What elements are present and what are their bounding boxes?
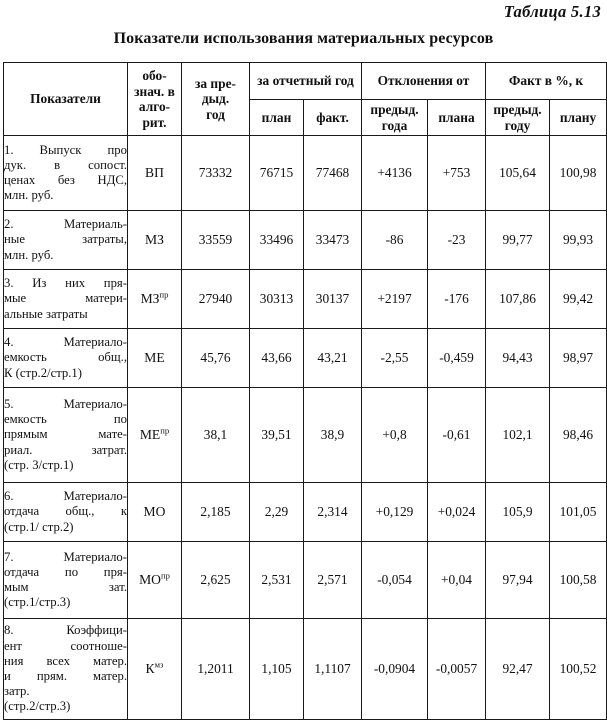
row-symbol <box>128 329 182 388</box>
indicator-line: ент соотноше- <box>4 638 127 653</box>
row-dev-prev-year: -2,55 <box>362 329 428 388</box>
column-header-dev-plan: плана <box>428 100 486 136</box>
row-plan: 2,531 <box>250 542 304 619</box>
indicator-line: 1. Выпуск про <box>4 142 127 157</box>
pct-prev-line-2: году <box>504 117 531 133</box>
row-pct-plan: 100,52 <box>550 619 607 720</box>
symbol-base: ВП <box>145 165 164 180</box>
indicator-line: 4. Материало- <box>4 335 127 350</box>
row-indicator <box>4 329 128 388</box>
symbol-header-line-4: рит. <box>142 114 167 130</box>
row-fact: 2,314 <box>304 483 362 542</box>
report-year-line-1: за отчетный <box>257 73 332 89</box>
symbol-header-line-2: знач. в <box>134 83 175 99</box>
indicator-line: млн. руб. <box>4 188 54 203</box>
deviations-line-1: Отклонения <box>377 73 453 89</box>
row-pct-plan: 98,97 <box>550 329 607 388</box>
row-prev-year: 2,625 <box>182 542 250 619</box>
indicator-line: затр. <box>4 684 30 699</box>
symbol-base: МО <box>139 572 161 587</box>
row-pct-prev-year: 97,94 <box>486 542 550 619</box>
column-header-pct-prev-year <box>486 100 550 136</box>
indicator-line: и прям. матер. <box>4 669 127 683</box>
column-header-pct-plan: плану <box>550 100 607 136</box>
row-dev-plan: +753 <box>428 136 486 211</box>
table-row <box>4 270 607 329</box>
column-header-plan: план <box>250 100 304 136</box>
row-indicator <box>4 270 128 329</box>
table-row <box>4 211 607 270</box>
table-header <box>4 63 607 136</box>
row-fact: 38,9 <box>304 388 362 483</box>
row-pct-plan: 100,98 <box>550 136 607 211</box>
row-prev-year: 45,76 <box>182 329 250 388</box>
symbol-superscript: мз <box>154 659 164 670</box>
row-symbol <box>128 211 182 270</box>
row-prev-year: 27940 <box>182 270 250 329</box>
row-prev-year: 73332 <box>182 136 250 211</box>
row-plan: 39,51 <box>250 388 304 483</box>
table-number-caption: Таблица 5.13 <box>503 2 601 21</box>
row-dev-prev-year: -0,054 <box>362 542 428 619</box>
row-pct-plan: 99,93 <box>550 211 607 270</box>
row-pct-plan: 99,42 <box>550 270 607 329</box>
symbol-base: МЕ <box>144 350 165 365</box>
indicator-line: 6. Материало- <box>4 489 127 504</box>
symbol-header-line-3: алго- <box>138 99 171 114</box>
row-dev-prev-year: -86 <box>362 211 428 270</box>
dev-prev-line-2: года <box>381 117 408 133</box>
symbol-superscript: пр <box>159 289 169 300</box>
indicator-line: (стр.1/ стр.2) <box>4 519 74 534</box>
row-symbol <box>128 136 182 211</box>
indicator-line: альные затраты <box>4 306 88 321</box>
row-plan: 1,105 <box>250 619 304 720</box>
indicator-line: ные затраты, <box>4 232 127 247</box>
row-plan: 76715 <box>250 136 304 211</box>
indicator-line: риал. затрат. <box>4 442 127 457</box>
column-header-percent <box>486 63 607 100</box>
row-symbol <box>128 619 182 720</box>
row-prev-year: 2,185 <box>182 483 250 542</box>
row-plan: 33496 <box>250 211 304 270</box>
indicator-line: дук. в сопост. <box>4 157 127 172</box>
indicator-line: млн. руб. <box>4 247 54 262</box>
row-prev-year: 1,2011 <box>182 619 250 720</box>
symbol-base: МЗ <box>140 291 160 306</box>
indicator-line: (стр. 3/стр.1) <box>4 457 74 472</box>
row-pct-prev-year: 99,77 <box>486 211 550 270</box>
row-dev-prev-year: +4136 <box>362 136 428 211</box>
indicator-line: емкость по <box>4 412 127 427</box>
row-fact: 1,1107 <box>304 619 362 720</box>
percent-line-1: Факт в %, к <box>508 73 584 89</box>
table-row <box>4 329 607 388</box>
row-pct-plan: 98,46 <box>550 388 607 483</box>
row-pct-prev-year: 107,86 <box>486 270 550 329</box>
row-plan: 30313 <box>250 270 304 329</box>
row-dev-prev-year: +0,129 <box>362 483 428 542</box>
row-fact: 43,21 <box>304 329 362 388</box>
prev-year-line-2: дыд. <box>201 91 230 107</box>
column-header-deviations <box>362 63 486 100</box>
indicator-line: ценах без НДС, <box>4 173 127 187</box>
indicator-line: 7. Материало- <box>4 549 127 564</box>
row-fact: 30137 <box>304 270 362 329</box>
row-pct-prev-year: 102,1 <box>486 388 550 483</box>
symbol-base: МЗ <box>145 232 164 247</box>
row-fact: 2,571 <box>304 542 362 619</box>
symbol-header-line-1: обо- <box>142 68 167 83</box>
row-dev-plan: -176 <box>428 270 486 329</box>
row-pct-plan: 101,05 <box>550 483 607 542</box>
prev-year-line-3: год <box>206 106 225 122</box>
indicator-line: ния всех матер. <box>4 653 127 668</box>
row-dev-plan: +0,04 <box>428 542 486 619</box>
symbol-superscript: пр <box>160 425 170 436</box>
row-dev-plan: -0,61 <box>428 388 486 483</box>
table-row <box>4 542 607 619</box>
symbol-base: МЕ <box>139 427 161 442</box>
indicator-line: мые матери- <box>4 291 127 306</box>
row-dev-plan: -0,459 <box>428 329 486 388</box>
row-dev-plan: +0,024 <box>428 483 486 542</box>
row-plan: 2,29 <box>250 483 304 542</box>
row-pct-prev-year: 105,9 <box>486 483 550 542</box>
indicator-line: 5. Материало- <box>4 396 127 411</box>
table-row <box>4 136 607 211</box>
symbol-base: К <box>145 661 155 676</box>
row-pct-plan: 100,58 <box>550 542 607 619</box>
row-dev-plan: -23 <box>428 211 486 270</box>
row-dev-prev-year: -0,0904 <box>362 619 428 720</box>
row-dev-prev-year: +0,8 <box>362 388 428 483</box>
indicator-line: (стр.1/стр.3) <box>4 595 71 610</box>
table-row <box>4 483 607 542</box>
column-header-dev-prev-year <box>362 100 428 136</box>
material-resources-table <box>3 62 607 720</box>
row-indicator <box>4 136 128 211</box>
row-dev-prev-year: +2197 <box>362 270 428 329</box>
row-symbol <box>128 388 182 483</box>
row-dev-plan: -0,0057 <box>428 619 486 720</box>
row-prev-year: 38,1 <box>182 388 250 483</box>
row-prev-year: 33559 <box>182 211 250 270</box>
row-symbol <box>128 270 182 329</box>
column-header-indicators: Показатели <box>4 63 128 136</box>
table-body <box>4 136 607 720</box>
column-header-report-year <box>250 63 362 100</box>
row-indicator <box>4 211 128 270</box>
prev-year-line-1: за пре- <box>195 75 236 91</box>
row-indicator <box>4 542 128 619</box>
column-header-previous-year <box>182 63 250 136</box>
table-row <box>4 619 607 720</box>
indicator-line: (стр.2/стр.3) <box>4 699 71 714</box>
table-row <box>4 388 607 483</box>
row-pct-prev-year: 105,64 <box>486 136 550 211</box>
row-indicator <box>4 388 128 483</box>
indicator-line: К (стр.2/стр.1) <box>4 365 82 380</box>
row-indicator <box>4 483 128 542</box>
column-header-symbol <box>128 63 182 136</box>
indicator-line: прямым мате- <box>4 427 127 442</box>
indicator-line: мым зат. <box>4 580 127 594</box>
indicator-line: 3. Из них пря- <box>4 276 127 291</box>
row-symbol <box>128 483 182 542</box>
indicator-line: 8. Коэффици- <box>4 623 127 638</box>
symbol-superscript: пр <box>161 570 170 581</box>
deviations-line-2: от <box>456 73 470 89</box>
dev-prev-line-1: предыд. <box>370 102 419 117</box>
column-header-fact: факт. <box>304 100 362 136</box>
symbol-base: МО <box>143 504 166 519</box>
indicator-line: 2. Материаль- <box>4 217 127 232</box>
row-pct-prev-year: 92,47 <box>486 619 550 720</box>
page-title: Показатели использования материальных ресурсов <box>113 30 494 47</box>
row-fact: 77468 <box>304 136 362 211</box>
row-indicator <box>4 619 128 720</box>
row-pct-prev-year: 94,43 <box>486 329 550 388</box>
row-fact: 33473 <box>304 211 362 270</box>
pct-prev-line-1: предыд. <box>493 102 542 117</box>
report-year-line-2: год <box>335 73 354 89</box>
indicator-line: отдача общ., к <box>4 504 127 519</box>
row-plan: 43,66 <box>250 329 304 388</box>
indicator-line: отдача по пря- <box>4 564 127 579</box>
row-symbol <box>128 542 182 619</box>
indicator-line: емкость общ., <box>4 350 127 365</box>
